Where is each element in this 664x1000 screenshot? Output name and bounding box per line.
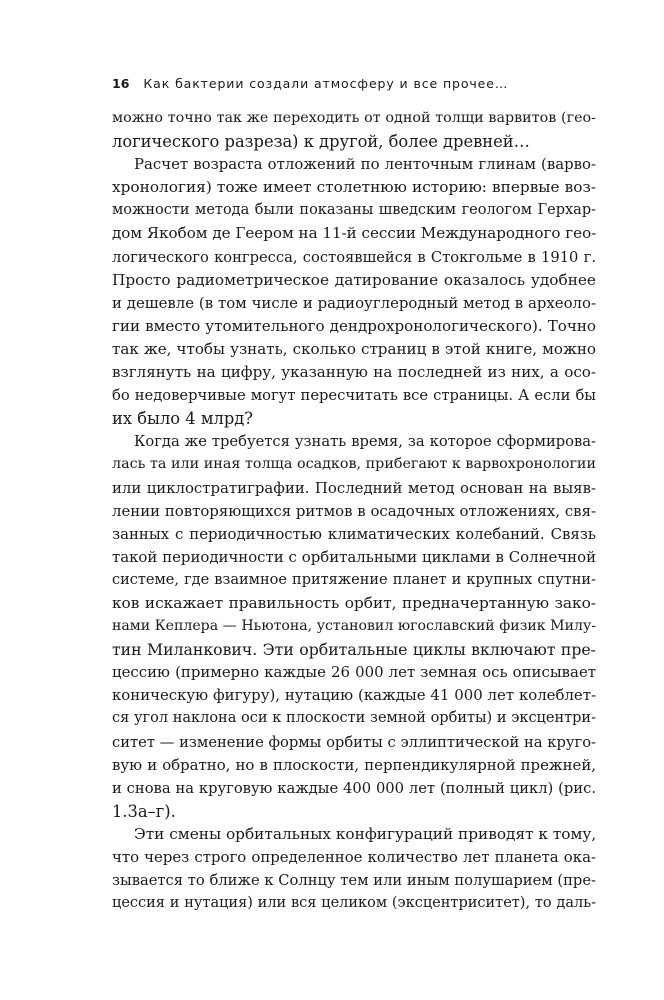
running-title: Как бактерии создали атмосферу и все прочее…	[143, 76, 509, 91]
text-line: системе, где взаимное притяжение планет и крупных спутни-	[112, 571, 596, 588]
text-line: лении повторяющихся ритмов в осадочных отложениях, свя-	[112, 501, 596, 520]
text-line: ситет — изменение формы орбиты с эллиптической на круго-	[112, 733, 596, 751]
paragraph	[112, 430, 596, 823]
text-line: хронология) тоже имеет столетнюю историю: впервые воз-	[112, 178, 596, 197]
text-line: тин Миланкович. Эти орбитальные циклы включают пре-	[112, 640, 596, 660]
text-line: логического разреза) к другой, более древней…	[112, 132, 530, 152]
text-line: цессия и нутация) или вся целиком (эксцентриситет), то даль-	[112, 895, 596, 912]
text-line: так же, чтобы узнать, сколько страниц в этой книге, можно	[112, 339, 596, 358]
text-line: коническую фигуру), нутацию (каждые 41 000 лет колеблет-	[112, 686, 596, 705]
paragraph	[112, 153, 596, 430]
text-line: можно точно так же переходить от одной толщи варвитов (гео-	[112, 110, 596, 126]
text-line: что через строго определенное количество лет планета ока-	[112, 848, 596, 866]
text-line: логического конгресса, состоявшейся в Стокгольме в 1910 г.	[112, 248, 596, 266]
text-line: цессию (примерно каждые 26 000 лет земная ось описывает	[112, 663, 596, 682]
text-line: зывается то ближе к Солнцу тем или иным полушарием (пре-	[112, 872, 596, 890]
text-line: бо недоверчивые могут пересчитать все страницы. А если бы	[112, 387, 596, 405]
text-line: или циклостратиграфии. Последний метод основан на выяв-	[112, 478, 596, 497]
text-line: 1.3а–г).	[112, 801, 176, 821]
paragraph	[112, 107, 596, 153]
text-line: Расчет возраста отложений по ленточным глинам (варво-	[134, 155, 596, 174]
paragraph	[112, 823, 596, 915]
running-header	[112, 76, 582, 91]
text-line: вую и обратно, но в плоскости, перпендикулярной прежней,	[112, 755, 596, 774]
text-line: и снова на круговую каждые 400 000 лет (полный цикл) (рис.	[112, 779, 596, 797]
text-line: их было 4 млрд?	[112, 409, 254, 429]
text-line: такой периодичности с орбитальными циклами в Солнечной	[112, 547, 596, 566]
text-line: лась та или иная толща осадков, прибегают к варвохронологии	[112, 456, 596, 473]
text-line: Когда же требуется узнать время, за которое сформирова-	[134, 433, 596, 451]
text-line: взглянуть на цифру, указанную на последней из них, а осо-	[112, 363, 596, 382]
text-line: нами Кеплера — Ньютона, установил югославский физик Милу-	[112, 618, 596, 635]
body-text	[112, 107, 596, 915]
text-line: занных с периодичностью климатических колебаний. Связь	[112, 524, 596, 543]
text-line: дом Якобом де Геером на 11-й сессии Международного гео-	[112, 224, 597, 243]
text-line: и дешевле (в том числе и радиоуглеродный метод в археоло-	[112, 293, 596, 312]
text-line: Эти смены орбитальных конфигураций приводят к тому,	[134, 824, 597, 843]
page-number: 16	[112, 76, 130, 91]
text-line: ся угол наклона оси к плоскости земной орбиты) и эксцентри-	[112, 710, 596, 727]
text-line: ков искажает правильность орбит, предначертанную зако-	[112, 593, 596, 612]
text-line: можности метода были показаны шведским геологом Герхар-	[112, 202, 596, 219]
text-line: Просто радиометрическое датирование оказалось удобнее	[112, 270, 596, 289]
text-line: гии вместо утомительного дендрохронологического). Точно	[112, 316, 596, 335]
